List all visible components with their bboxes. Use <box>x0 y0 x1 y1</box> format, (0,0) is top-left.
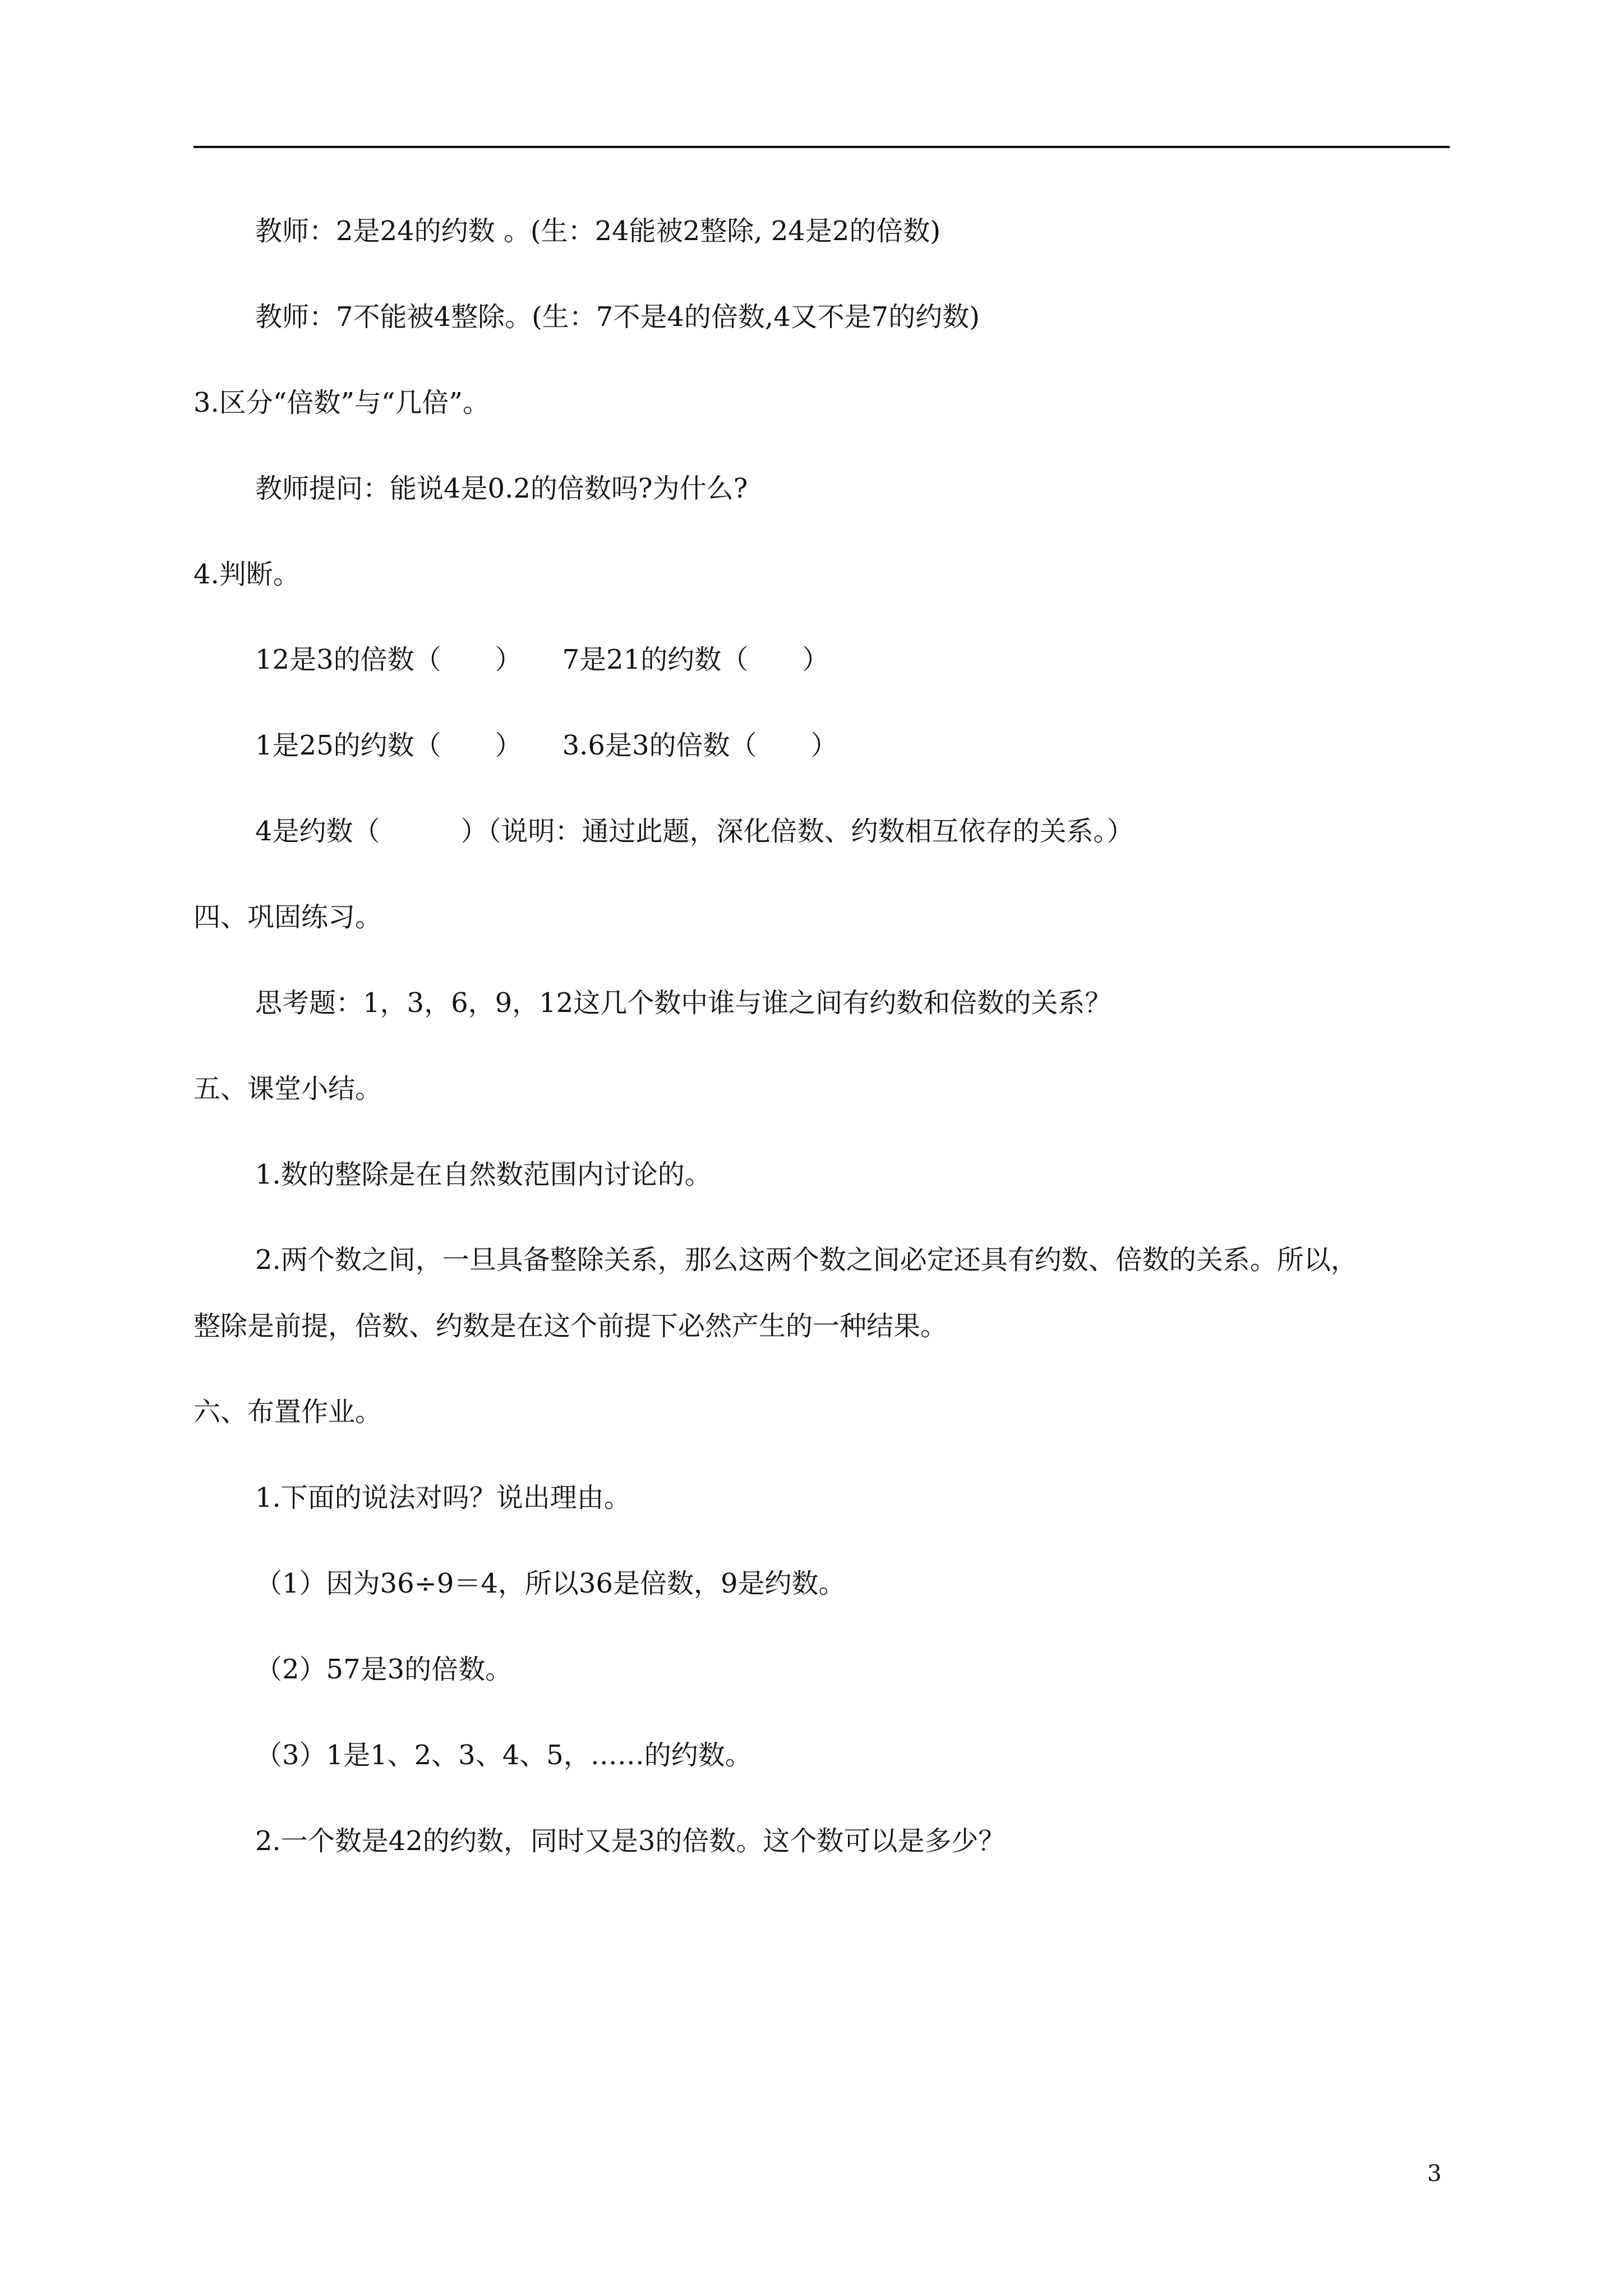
judgment-item: 12是3的倍数（ ） 7是21的约数（ ） <box>255 644 829 675</box>
header-rule <box>193 146 1450 148</box>
paragraph: 1.数的整除是在自然数范围内讨论的。 <box>255 1159 712 1190</box>
paragraph: 2.一个数是42的约数，同时又是3的倍数。这个数可以是多少？ <box>255 1825 1006 1857</box>
list-item: （1）因为36÷9＝4，所以36是倍数，9是约数。 <box>255 1568 846 1599</box>
page-number: 3 <box>1427 2161 1442 2187</box>
list-item: （3）1是1、2、3、4、5，……的约数。 <box>255 1740 752 1771</box>
list-item: （2）57是3的倍数。 <box>255 1654 513 1685</box>
paragraph: 1.下面的说法对吗？说出理由。 <box>255 1482 631 1513</box>
judgment-item: 1是25的约数（ ） 3.6是3的倍数（ ） <box>255 730 838 761</box>
paragraph: 教师：2是24的约数 。(生：24能被2整除, 24是2的倍数) <box>255 215 941 247</box>
paragraph: 2.两个数之间，一旦具备整除关系，那么这两个数之间必定还具有约数、倍数的关系。所以， <box>255 1244 1358 1276</box>
section-heading: 六、布置作业。 <box>193 1396 382 1428</box>
paragraph: 教师：7不能被4整除。(生：7不是4的倍数,4又不是7的约数) <box>255 301 980 333</box>
section-heading: 四、巩固练习。 <box>193 901 382 933</box>
judgment-item: 4是约数（ ）（说明：通过此题，深化倍数、约数相互依存的关系。） <box>255 816 1134 847</box>
section-heading: 3.区分“倍数”与“几倍”。 <box>193 387 490 418</box>
section-heading: 4.判断。 <box>193 559 300 590</box>
paragraph: 整除是前提，倍数、约数是在这个前提下必然产生的一种结果。 <box>193 1310 948 1342</box>
paragraph: 思考题：1，3，6，9，12这几个数中谁与谁之间有约数和倍数的关系？ <box>255 987 1112 1019</box>
section-heading: 五、课堂小结。 <box>193 1073 382 1105</box>
paragraph: 教师提问：能说4是0.2的倍数吗?为什么? <box>255 473 748 504</box>
